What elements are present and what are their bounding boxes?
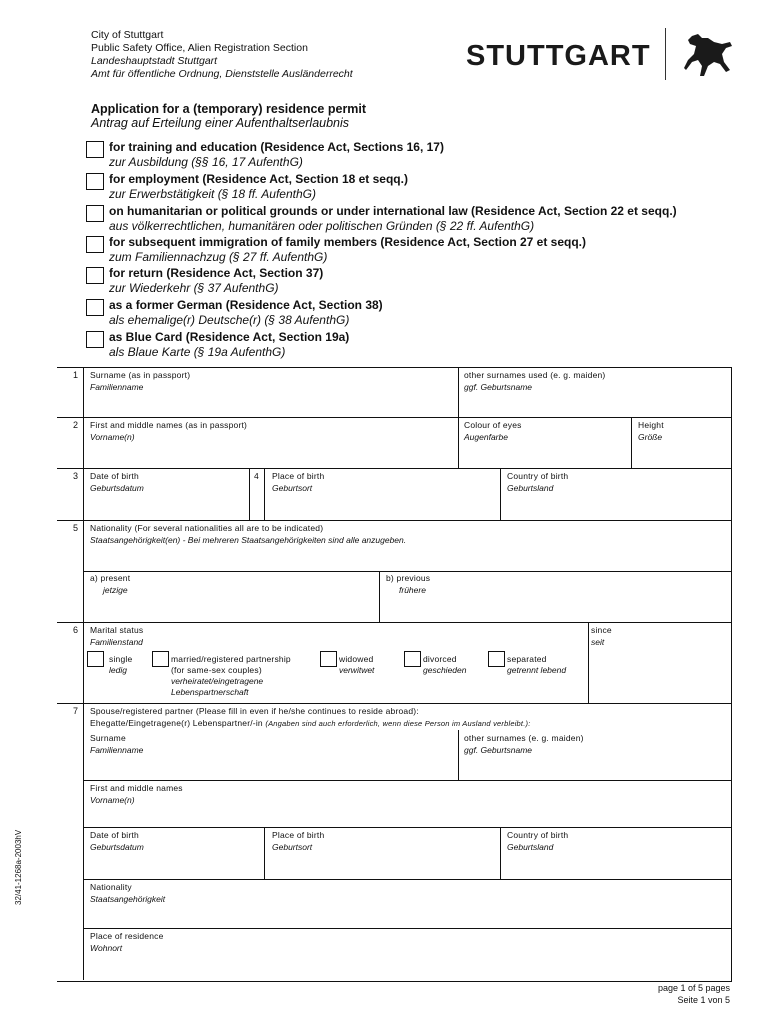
widowed-label-de: verwitwet <box>339 665 375 675</box>
place-of-birth-label: Place of birth <box>272 471 325 481</box>
cell-divider <box>631 417 632 468</box>
page-number: page 1 of 5 pages <box>657 983 730 993</box>
option-label-en: for return (Residence Act, Section 37) <box>109 266 324 280</box>
option-label-de: zur Ausbildung (§§ 16, 17 AufenthG) <box>109 155 303 169</box>
spouse-place-of-birth-label: Place of birth <box>272 830 325 840</box>
spouse-surname-label: Surname <box>90 733 126 743</box>
cell-divider <box>500 827 501 879</box>
row-divider <box>57 622 732 623</box>
married-label-de-2: Lebenspartnerschaft <box>171 687 249 697</box>
option-label-en: for employment (Residence Act, Section 18 et seqq.) <box>109 172 408 186</box>
surname-label-de: Familienname <box>90 382 144 392</box>
spouse-place-of-birth-label-de: Geburtsort <box>272 842 313 852</box>
other-surnames-label: other surnames used (e. g. maiden) <box>464 370 606 380</box>
form-title-en: Application for a (temporary) residence permit <box>91 102 367 116</box>
option-label-en: for training and education (Residence Act, Sections 16, 17) <box>109 140 444 154</box>
issuer-line-2: Public Safety Office, Alien Registration Section <box>91 42 308 54</box>
spouse-heading-de-main: Ehegatte/Eingetragene(r) Lebenspartner/-in <box>90 718 263 728</box>
separated-label-de: getrennt lebend <box>507 665 567 675</box>
present-nationality-label-de: jetzige <box>103 585 128 595</box>
separated-checkbox[interactable] <box>488 651 505 667</box>
option-label-de: zur Wiederkehr (§ 37 AufenthG) <box>109 281 279 295</box>
row-number: 2 <box>72 420 78 430</box>
nationality-label: Nationality (For several nationalities all are to be indicated) <box>90 523 324 533</box>
issuer-line-4: Amt für öffentliche Ordnung, Dienststelle Ausländerrecht <box>91 68 353 80</box>
married-label: married/registered partnership <box>171 654 291 664</box>
eye-colour-label: Colour of eyes <box>464 420 522 430</box>
spouse-first-names-label-de: Vorname(n) <box>90 795 135 805</box>
option-return-checkbox[interactable] <box>86 267 104 284</box>
option-blue-card-checkbox[interactable] <box>86 331 104 348</box>
option-label-en: as a former German (Residence Act, Section 38) <box>109 298 383 312</box>
spouse-nationality-label: Nationality <box>90 882 132 892</box>
row-number: 5 <box>72 523 78 533</box>
height-label-de: Größe <box>638 432 663 442</box>
divorced-checkbox[interactable] <box>404 651 421 667</box>
option-humanitarian-checkbox[interactable] <box>86 205 104 222</box>
row-number: 6 <box>72 625 78 635</box>
row-divider <box>57 468 732 469</box>
single-checkbox[interactable] <box>87 651 104 667</box>
date-of-birth-label-de: Geburtsdatum <box>90 483 144 493</box>
surname-label: Surname (as in passport) <box>90 370 191 380</box>
option-label-de: zum Familiennachzug (§ 27 ff. AufenthG) <box>109 250 328 264</box>
country-of-birth-label: Country of birth <box>507 471 569 481</box>
row-divider <box>83 780 732 781</box>
present-nationality-label: a) present <box>90 573 131 583</box>
issuer-line-3: Landeshauptstadt Stuttgart <box>91 55 218 67</box>
form-title-de: Antrag auf Erteilung einer Aufenthaltserlaubnis <box>91 116 350 130</box>
since-label-de: seit <box>591 637 605 647</box>
cell-divider <box>264 827 265 879</box>
marital-status-label-de: Familienstand <box>90 637 143 647</box>
row-number-column <box>57 367 84 980</box>
cell-divider <box>379 571 380 622</box>
first-names-label-de: Vorname(n) <box>90 432 135 442</box>
row-divider <box>83 928 732 929</box>
cell-divider <box>458 730 459 780</box>
married-label-de: verheiratet/eingetragene <box>171 676 264 686</box>
cell-divider <box>458 367 459 468</box>
option-label-de: zur Erwerbstätigkeit (§ 18 ff. AufenthG) <box>109 187 316 201</box>
row-number: 7 <box>72 706 78 716</box>
spouse-date-of-birth-label: Date of birth <box>90 830 139 840</box>
spouse-heading-de <box>90 718 530 729</box>
page-number-de: Seite 1 von 5 <box>677 995 730 1005</box>
divorced-label: divorced <box>423 654 457 664</box>
row-divider <box>57 520 732 521</box>
row-number: 3 <box>72 471 78 481</box>
option-employment-checkbox[interactable] <box>86 173 104 190</box>
divorced-label-de: geschieden <box>423 665 467 675</box>
date-of-birth-label: Date of birth <box>90 471 139 481</box>
since-label: since <box>591 625 612 635</box>
option-family-checkbox[interactable] <box>86 236 104 253</box>
married-label-2: (for same-sex couples) <box>171 665 262 675</box>
spouse-residence-label: Place of residence <box>90 931 164 941</box>
marital-status-label: Marital status <box>90 625 144 635</box>
single-label: single <box>109 654 133 664</box>
spouse-residence-label-de: Wohnort <box>90 943 123 953</box>
cell-divider <box>500 468 501 520</box>
place-of-birth-label-de: Geburtsort <box>272 483 313 493</box>
previous-nationality-label: b) previous <box>386 573 431 583</box>
row-divider <box>83 571 732 572</box>
widowed-checkbox[interactable] <box>320 651 337 667</box>
option-label-de: als Blaue Karte (§ 19a AufenthG) <box>109 345 286 359</box>
option-former-german-checkbox[interactable] <box>86 299 104 316</box>
spouse-date-of-birth-label-de: Geburtsdatum <box>90 842 144 852</box>
other-surnames-label-de: ggf. Geburtsname <box>464 382 533 392</box>
row-number: 4 <box>254 471 259 481</box>
spouse-country-of-birth-label-de: Geburtsland <box>507 842 554 852</box>
cell-divider <box>588 622 589 703</box>
row-divider <box>83 879 732 880</box>
spouse-other-surnames-label: other surnames (e. g. maiden) <box>464 733 584 743</box>
spouse-surname-label-de: Familienname <box>90 745 144 755</box>
spouse-other-surnames-label-de: ggf. Geburtsname <box>464 745 533 755</box>
form-code: 32/41-1268a-2003hV <box>14 829 23 905</box>
option-label-de: aus völkerrechtlichen, humanitären oder politischen Gründen (§ 22 ff. AufenthG) <box>109 219 535 233</box>
first-names-label: First and middle names (as in passport) <box>90 420 248 430</box>
row-divider <box>57 703 732 704</box>
widowed-label: widowed <box>339 654 374 664</box>
issuer-line-1: City of Stuttgart <box>91 29 164 41</box>
option-label-de: als ehemalige(r) Deutsche(r) (§ 38 AufenthG) <box>109 313 350 327</box>
married-checkbox[interactable] <box>152 651 169 667</box>
separated-label: separated <box>507 654 547 664</box>
height-label: Height <box>638 420 664 430</box>
cell-divider <box>264 468 265 520</box>
country-of-birth-label-de: Geburtsland <box>507 483 554 493</box>
form-title <box>91 102 366 130</box>
spouse-nationality-label-de: Staatsangehörigkeit <box>90 894 166 904</box>
option-training-checkbox[interactable] <box>86 141 104 158</box>
eye-colour-label-de: Augenfarbe <box>464 432 508 442</box>
spouse-heading-de-note: (Angaben sind auch erforderlich, wenn diese Person im Ausland verbleibt.): <box>265 719 531 728</box>
stuttgart-logo-text: STUTTGART <box>466 40 651 72</box>
option-label-en: as Blue Card (Residence Act, Section 19a) <box>109 330 350 344</box>
issuer-block <box>91 29 353 81</box>
row-divider <box>83 827 732 828</box>
single-label-de: ledig <box>109 665 127 675</box>
horse-icon <box>682 32 734 78</box>
spouse-country-of-birth-label: Country of birth <box>507 830 569 840</box>
option-label-en: for subsequent immigration of family members (Residence Act, Section 27 et seqq.) <box>109 235 586 249</box>
cell-divider <box>249 468 250 520</box>
row-number: 1 <box>72 370 78 380</box>
option-label-en: on humanitarian or political grounds or under international law (Residence Act, Section 22 et seqq.) <box>109 204 677 218</box>
nationality-label-de: Staatsangehörigkeit(en) - Bei mehreren Staatsangehörigkeiten sind alle anzugeben. <box>90 535 407 545</box>
spouse-first-names-label: First and middle names <box>90 783 183 793</box>
spouse-heading: Spouse/registered partner (Please fill in even if he/she continues to reside abroad): <box>90 706 419 716</box>
logo-divider <box>665 28 666 80</box>
previous-nationality-label-de: frühere <box>399 585 426 595</box>
